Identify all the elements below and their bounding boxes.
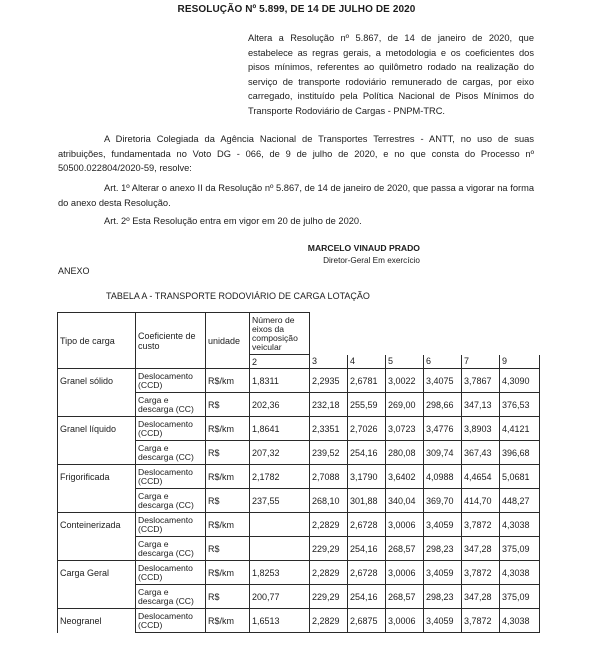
cell-value: 3,8903: [462, 417, 500, 441]
cell-tipo: [58, 489, 136, 513]
cell-value: 2,2829: [310, 513, 348, 537]
cell-value: 2,7088: [310, 465, 348, 489]
table-body: [58, 369, 540, 633]
cell-value: 4,3038: [500, 561, 540, 585]
cell-value: 232,18: [310, 393, 348, 417]
cell-value: 367,43: [462, 441, 500, 465]
cell-unidade: R$: [206, 393, 250, 417]
cell-value: 3,7872: [462, 513, 500, 537]
cell-value: 448,27: [500, 489, 540, 513]
cell-value: 414,70: [462, 489, 500, 513]
cell-value: [250, 537, 310, 561]
cell-value: 3,0006: [386, 513, 424, 537]
signer-name: MARCELO VINAUD PRADO: [307, 243, 420, 253]
cell-coef: Carga e descarga (CC): [136, 537, 206, 561]
cell-value: 3,7867: [462, 369, 500, 393]
cell-unidade: R$/km: [206, 513, 250, 537]
table-row: [58, 393, 540, 417]
cell-value: 309,74: [424, 441, 462, 465]
table-row: [58, 465, 540, 489]
header-unidade: unidade: [206, 313, 250, 369]
cell-value: 269,00: [386, 393, 424, 417]
cell-value: 375,09: [500, 537, 540, 561]
cell-tipo: [58, 537, 136, 561]
cell-value: 347,28: [462, 585, 500, 609]
cell-tipo: Granel sólido: [58, 369, 136, 393]
cell-value: 1,6513: [250, 609, 310, 633]
resolution-title: RESOLUÇÃO Nº 5.899, DE 14 DE JULHO DE 2020: [177, 4, 416, 15]
cell-value: 254,16: [348, 537, 386, 561]
cell-value: 396,68: [500, 441, 540, 465]
cell-unidade: R$/km: [206, 561, 250, 585]
cell-unidade: R$: [206, 585, 250, 609]
axle-header-9: 9: [500, 355, 540, 369]
cell-value: 369,70: [424, 489, 462, 513]
cell-unidade: R$: [206, 489, 250, 513]
header-coef: Coeficiente de custo: [136, 313, 206, 369]
cell-value: 229,29: [310, 585, 348, 609]
cell-unidade: R$/km: [206, 609, 250, 633]
header-eixos: Número de eixos da composição veicular: [250, 313, 310, 355]
cell-unidade: R$: [206, 537, 250, 561]
cell-value: 340,04: [386, 489, 424, 513]
cell-tipo: Frigorificada: [58, 465, 136, 489]
cell-coef: Deslocamento (CCD): [136, 465, 206, 489]
cell-value: 2,6781: [348, 369, 386, 393]
axle-header-7: 7: [462, 355, 500, 369]
cell-value: 1,8641: [250, 417, 310, 441]
cell-coef: Carga e descarga (CC): [136, 441, 206, 465]
cell-value: 2,2829: [310, 561, 348, 585]
cell-value: 298,23: [424, 537, 462, 561]
ementa-text: Altera a Resolução nº 5.867, de 14 de janeiro de 2020, que estabelece as regras gerais, a metodologia e os coeficientes dos pisos mínimos, referentes ao quilômetro rodado na realização do serviço de transporte rodoviário remunerado de cargas, por eixo carregado, instituído pela Política Nacional de Pisos Mínimos do Transporte Rodoviário de Cargas - PNPM-TRC.: [248, 33, 534, 116]
cell-value: 3,4059: [424, 609, 462, 633]
cell-value: 4,0988: [424, 465, 462, 489]
preamble-paragraph: A Diretoria Colegiada da Agência Nacional de Transportes Terrestres - ANTT, no uso de suas atribuições, fundamentada no Voto DG - 066, de 9 de julho de 2020, e no que consta do Processo nº 50500.022804/2020-59, resolve:: [58, 134, 534, 173]
cell-value: 229,29: [310, 537, 348, 561]
cell-value: 5,0681: [500, 465, 540, 489]
cell-value: 1,8311: [250, 369, 310, 393]
table-row: [58, 441, 540, 465]
cell-value: 207,32: [250, 441, 310, 465]
cell-coef: Deslocamento (CCD): [136, 561, 206, 585]
cell-value: 268,57: [386, 585, 424, 609]
cell-tipo: Conteinerizada: [58, 513, 136, 537]
cell-tipo: Granel líquido: [58, 417, 136, 441]
cell-value: 200,77: [250, 585, 310, 609]
cell-coef: Carga e descarga (CC): [136, 585, 206, 609]
axle-header-3: 3: [310, 355, 348, 369]
cell-value: 3,7872: [462, 609, 500, 633]
cell-value: 202,36: [250, 393, 310, 417]
article-1: Art. 1º Alterar o anexo II da Resolução nº 5.867, de 14 de janeiro de 2020, que passa a vigorar na forma do anexo desta Resolução.: [58, 183, 534, 208]
cell-value: 3,4059: [424, 513, 462, 537]
cell-value: 3,4059: [424, 561, 462, 585]
cell-value: 3,6402: [386, 465, 424, 489]
cell-value: 3,0006: [386, 561, 424, 585]
axle-header-2: 2: [250, 355, 310, 369]
cell-value: 298,23: [424, 585, 462, 609]
cell-coef: Carga e descarga (CC): [136, 393, 206, 417]
cell-value: 3,4075: [424, 369, 462, 393]
cell-tipo: Neogranel: [58, 609, 136, 633]
cell-value: 376,53: [500, 393, 540, 417]
cell-tipo: [58, 393, 136, 417]
table-row: [58, 489, 540, 513]
cell-value: 280,08: [386, 441, 424, 465]
cell-value: 3,7872: [462, 561, 500, 585]
cell-coef: Deslocamento (CCD): [136, 417, 206, 441]
freight-table: [57, 312, 540, 633]
cell-value: 2,3351: [310, 417, 348, 441]
cell-value: 4,3090: [500, 369, 540, 393]
cell-value: 375,09: [500, 585, 540, 609]
cell-value: 2,6728: [348, 513, 386, 537]
cell-value: 3,0006: [386, 609, 424, 633]
cell-value: 347,13: [462, 393, 500, 417]
cell-tipo: [58, 441, 136, 465]
cell-value: 2,6875: [348, 609, 386, 633]
cell-coef: Carga e descarga (CC): [136, 489, 206, 513]
cell-value: [250, 513, 310, 537]
cell-coef: Deslocamento (CCD): [136, 609, 206, 633]
table-row: [58, 561, 540, 585]
cell-value: 2,2935: [310, 369, 348, 393]
table-row: [58, 417, 540, 441]
table-row: [58, 609, 540, 633]
cell-value: 3,0022: [386, 369, 424, 393]
cell-value: 3,0723: [386, 417, 424, 441]
cell-unidade: R$/km: [206, 465, 250, 489]
table-title: TABELA A - TRANSPORTE RODOVIÁRIO DE CARGA LOTAÇÃO: [106, 291, 370, 301]
table-row: [58, 585, 540, 609]
cell-value: 3,1790: [348, 465, 386, 489]
header-spacer: [310, 313, 540, 355]
cell-tipo: [58, 585, 136, 609]
cell-value: 4,4654: [462, 465, 500, 489]
table-row: [58, 369, 540, 393]
cell-value: 298,66: [424, 393, 462, 417]
cell-value: 255,59: [348, 393, 386, 417]
cell-value: 4,4121: [500, 417, 540, 441]
cell-tipo: Carga Geral: [58, 561, 136, 585]
cell-value: 268,57: [386, 537, 424, 561]
article-2: Art. 2º Esta Resolução entra em vigor em 20 de julho de 2020.: [104, 216, 362, 226]
cell-value: 2,7026: [348, 417, 386, 441]
axle-header-6: 6: [424, 355, 462, 369]
cell-value: 254,16: [348, 585, 386, 609]
signer-role: Diretor-Geral Em exercício: [323, 256, 420, 265]
cell-value: 239,52: [310, 441, 348, 465]
cell-value: 254,16: [348, 441, 386, 465]
cell-value: 2,1782: [250, 465, 310, 489]
cell-value: 237,55: [250, 489, 310, 513]
cell-value: 347,28: [462, 537, 500, 561]
cell-value: 268,10: [310, 489, 348, 513]
cell-coef: Deslocamento (CCD): [136, 369, 206, 393]
cell-value: 2,6728: [348, 561, 386, 585]
cell-unidade: R$/km: [206, 417, 250, 441]
cell-unidade: R$: [206, 441, 250, 465]
cell-value: 2,2829: [310, 609, 348, 633]
cell-value: 301,88: [348, 489, 386, 513]
cell-coef: Deslocamento (CCD): [136, 513, 206, 537]
cell-value: 4,3038: [500, 609, 540, 633]
cell-value: 4,3038: [500, 513, 540, 537]
axle-header-5: 5: [386, 355, 424, 369]
table-row: [58, 513, 540, 537]
annex-label: ANEXO: [58, 266, 90, 276]
cell-value: 3,4776: [424, 417, 462, 441]
axle-header-4: 4: [348, 355, 386, 369]
cell-value: 1,8253: [250, 561, 310, 585]
header-tipo: Tipo de carga: [58, 313, 136, 369]
cell-unidade: R$/km: [206, 369, 250, 393]
page-cut: [0, 644, 593, 652]
table-row: [58, 537, 540, 561]
